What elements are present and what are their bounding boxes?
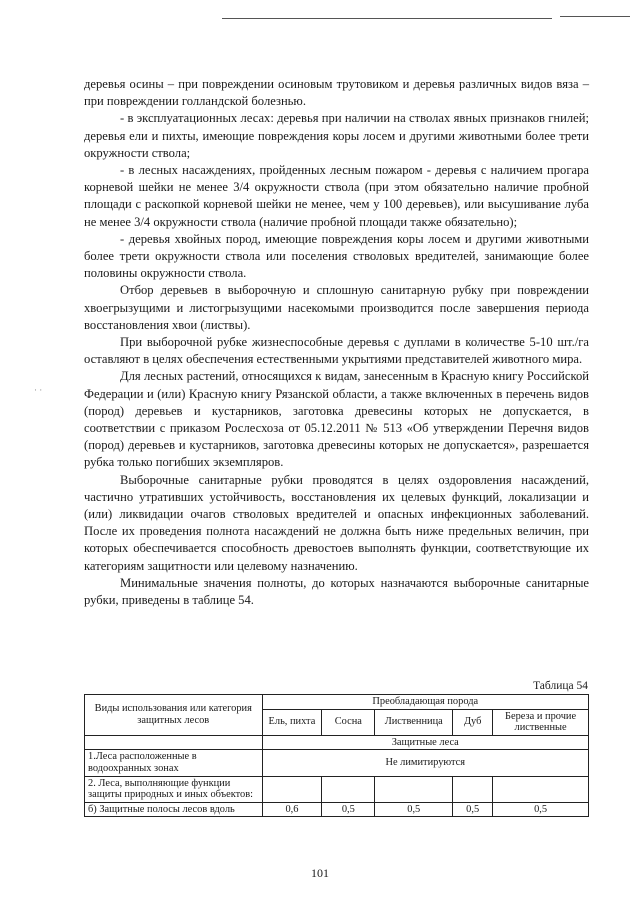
table-header-species: Ель, пихта xyxy=(262,709,322,735)
table-row xyxy=(85,802,589,817)
document-body xyxy=(84,76,589,609)
table-cell xyxy=(493,776,589,802)
paragraph: Минимальные значения полноты, до которых назначаются выборочные санитарные рубки, приведены в таблице 54. xyxy=(84,575,589,608)
table-row xyxy=(85,750,589,776)
table-header-species: Сосна xyxy=(322,709,375,735)
table-header-species: Лиственница xyxy=(375,709,453,735)
table-row-label: 1.Леса расположенные в водоохранных зонах xyxy=(85,750,263,776)
table-header-group: Преобладающая порода xyxy=(262,695,588,710)
table-row-label: б) Защитные полосы лесов вдоль xyxy=(85,802,263,817)
table-header-species: Дуб xyxy=(453,709,493,735)
table-cell: 0,5 xyxy=(375,802,453,817)
table-caption: Таблица 54 xyxy=(533,680,588,692)
margin-mark: · · xyxy=(34,385,43,395)
table-header-species: Береза и прочие лиственные xyxy=(493,709,589,735)
page-number: 101 xyxy=(311,866,329,880)
table-row-label: 2. Леса, выполняющие функции защиты природных и иных объектов: xyxy=(85,776,263,802)
paragraph: При выборочной рубке жизнеспособные деревья с дуплами в количестве 5-10 шт./га оставляют в целях обеспечения естественными укрытиями представителей животного мира. xyxy=(84,335,589,367)
paragraph: - в лесных насаждениях, пройденных лесным пожаром - деревья с наличием прогара корневой шейки не менее 3/4 окружности ствола (при этом обязательно наличие пробной площади с раскопкой корневой шейки не менее, чем у 100 деревьев), или высушивание луба не менее 3/4 окружности ствола (наличие пробной площади также обязательно); xyxy=(84,163,589,229)
paragraph: - деревья хвойных пород, имеющие повреждения коры лосем и другими животными более трети окружности ствола или поселения стволовых вредителей, занимающие более половины окружности ствола. xyxy=(84,231,589,281)
table-cell xyxy=(375,776,453,802)
table-cell-merged: Не лимитируются xyxy=(262,750,588,776)
table-cell xyxy=(85,735,263,750)
table-cell: 0,5 xyxy=(322,802,375,817)
table-section-label: Защитные леса xyxy=(262,735,588,750)
table-header-category: Виды использования или категория защитных лесов xyxy=(85,695,263,736)
table-cell: 0,5 xyxy=(453,802,493,817)
paragraph: Для лесных растений, относящихся к видам, занесенным в Красную книгу Российской Федерации и (или) Красную книгу Рязанской области, а также включенных в перечень видов (пород) деревьев и кустарников, заготовка древесины которых не допускается, в соответствии с приказом Рослесхоза от 05.12.2011 № 513 «Об утверждении Перечня видов (пород) деревьев и кустарников, заготовка древесины которых не допускается», разрешается рубка только погибших экземпляров. xyxy=(84,369,589,470)
table-cell: 0,6 xyxy=(262,802,322,817)
scan-artifact-line xyxy=(222,18,552,19)
paragraph: деревья осины – при повреждении осиновым трутовиком и деревья различных видов вяза – при повреждении голландской болезнью. xyxy=(84,77,589,109)
table-cell xyxy=(453,776,493,802)
table-row xyxy=(85,776,589,802)
paragraph: Отбор деревьев в выборочную и сплошную санитарную рубку при повреждении хвоегрызущими и листогрызущими насекомыми производится после завершения периода восстановления хвои (листвы). xyxy=(84,283,589,332)
paragraph: - в эксплуатационных лесах: деревья при наличии на стволах явных признаков гнилей; деревья ели и пихты, имеющие повреждения коры лосем и другими животными более трети окружности ствола; xyxy=(84,111,589,160)
table-cell xyxy=(322,776,375,802)
table-cell: 0,5 xyxy=(493,802,589,817)
polnota-table xyxy=(84,694,589,817)
scan-artifact-line xyxy=(560,16,630,17)
paragraph: Выборочные санитарные рубки проводятся в целях оздоровления насаждений, частично утративших устойчивость, восстановления их целевых функций, локализации и (или) ликвидации очагов стволовых вредителей и опасных инфекционных заболеваний. После их проведения полнота насаждений не должна быть ниже предельных величин, при которых обеспечивается способность древостоев выполнять функции, соответствующие их категориям защитности или целевому назначению. xyxy=(84,472,589,573)
table-cell xyxy=(262,776,322,802)
